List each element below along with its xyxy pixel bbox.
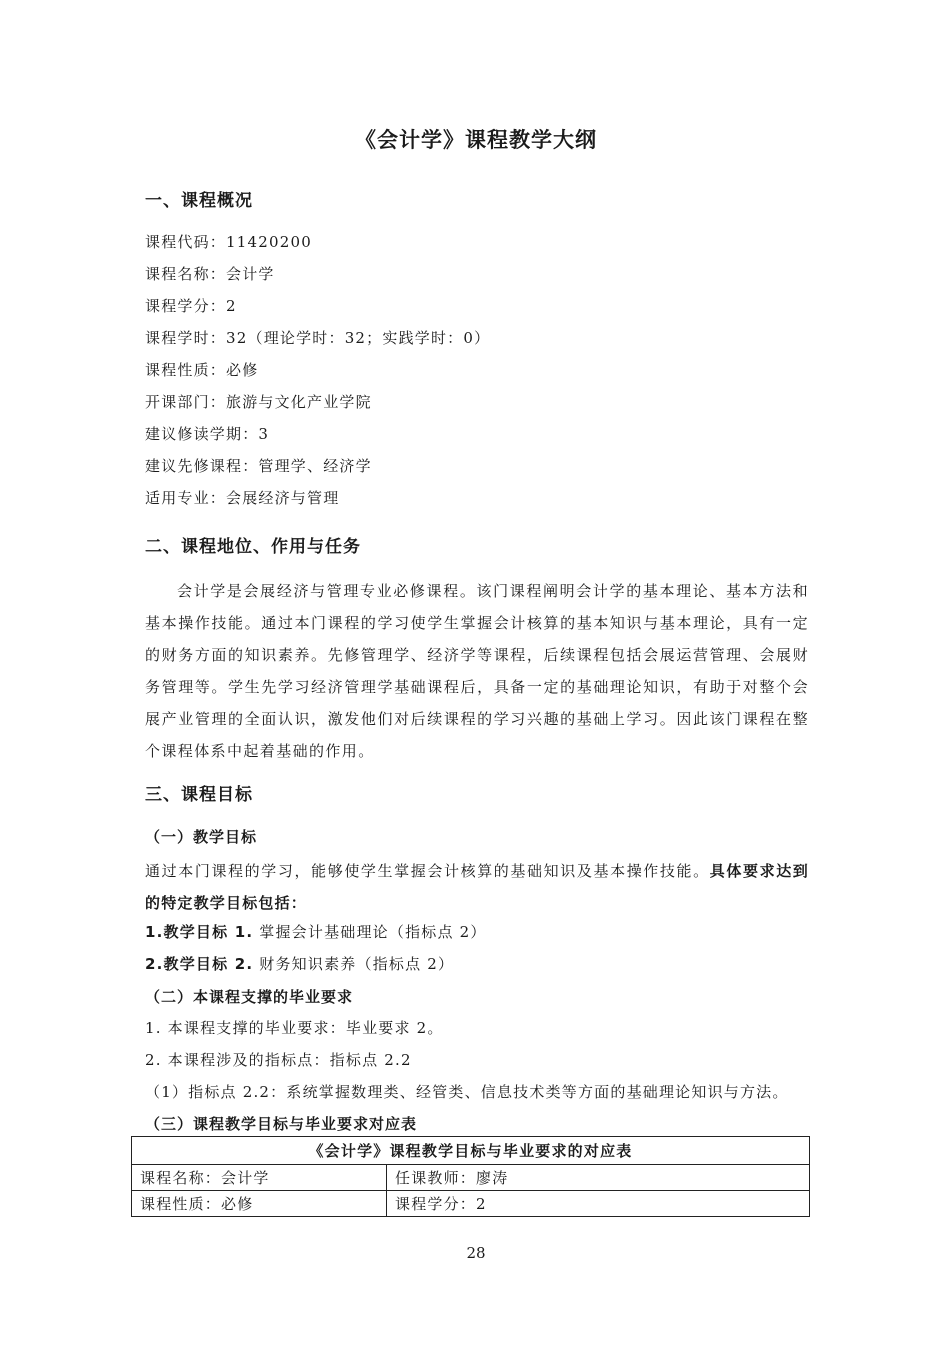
goal-text: 财务知识素养（指标点 2）	[253, 955, 455, 973]
section-2-heading: 二、课程地位、作用与任务	[145, 537, 361, 557]
course-info-item: 课程学分：2	[145, 297, 237, 315]
mapping-table-heading: （三）课程教学目标与毕业要求对应表	[145, 1115, 418, 1133]
page-number: 28	[466, 1244, 486, 1262]
teaching-goal-item	[145, 954, 454, 974]
graduation-req-item: （1）指标点 2.2：系统掌握数理类、经管类、信息技术类等方面的基础理论知识与方法。	[145, 1083, 789, 1101]
course-info-item: 开课部门：旅游与文化产业学院	[145, 393, 372, 411]
teaching-goals-heading: （一）教学目标	[145, 828, 258, 846]
graduation-req-item: 2. 本课程涉及的指标点：指标点 2.2	[145, 1051, 412, 1069]
course-info-item: 课程性质：必修	[145, 361, 259, 379]
course-info-item: 建议修读学期：3	[145, 425, 270, 443]
intro-bold-text: 具体要求达到的特定教学目标包括：	[145, 862, 810, 912]
graduation-req-heading: （二）本课程支撑的毕业要求	[145, 988, 354, 1006]
section-3-heading: 三、课程目标	[145, 785, 253, 805]
table-cell: 课程名称：会计学	[132, 1165, 387, 1191]
course-info-item: 适用专业：会展经济与管理	[145, 489, 340, 507]
course-info-item: 课程学时：32（理论学时：32；实践学时：0）	[145, 329, 491, 347]
teaching-goals-intro	[145, 855, 809, 919]
goal-text: 掌握会计基础理论（指标点 2）	[253, 923, 487, 941]
course-info-item: 课程代码：11420200	[145, 233, 312, 251]
document-title: 《会计学》课程教学大纲	[355, 128, 597, 152]
goal-label: 1.教学目标 1.	[145, 923, 254, 941]
intro-plain-text: 通过本门课程的学习，能够使学生掌握会计核算的基础知识及基本操作技能。	[145, 862, 710, 880]
goal-label: 2.教学目标 2.	[145, 955, 254, 973]
table-cell: 任课教师：廖涛	[387, 1165, 810, 1191]
course-info-item: 建议先修课程：管理学、经济学	[145, 457, 372, 475]
table-cell: 课程性质：必修	[132, 1191, 387, 1217]
table-row	[132, 1191, 810, 1217]
course-role-paragraph: 会计学是会展经济与管理专业必修课程。该门课程阐明会计学的基本理论、基本方法和基本操作技能。通过本门课程的学习使学生掌握会计核算的基本知识与基本理论，具有一定的财务方面的知识素养。先修管理学、经济学等课程，后续课程包括会展运营管理、会展财务管理等。学生先学习经济管理学基础课程后，具备一定的基础理论知识，有助于对整个会展产业管理的全面认识，激发他们对后续课程的学习兴趣的基础上学习。因此该门课程在整个课程体系中起着基础的作用。	[145, 582, 809, 760]
section-1-heading: 一、课程概况	[145, 191, 253, 211]
teaching-goal-item	[145, 922, 487, 942]
course-info-item: 课程名称：会计学	[145, 265, 275, 283]
table-cell: 课程学分：2	[387, 1191, 810, 1217]
table-row	[132, 1165, 810, 1191]
mapping-table-caption: 《会计学》课程教学目标与毕业要求的对应表	[132, 1137, 810, 1165]
graduation-req-item: 1. 本课程支撑的毕业要求：毕业要求 2。	[145, 1019, 444, 1037]
mapping-table	[131, 1136, 810, 1217]
